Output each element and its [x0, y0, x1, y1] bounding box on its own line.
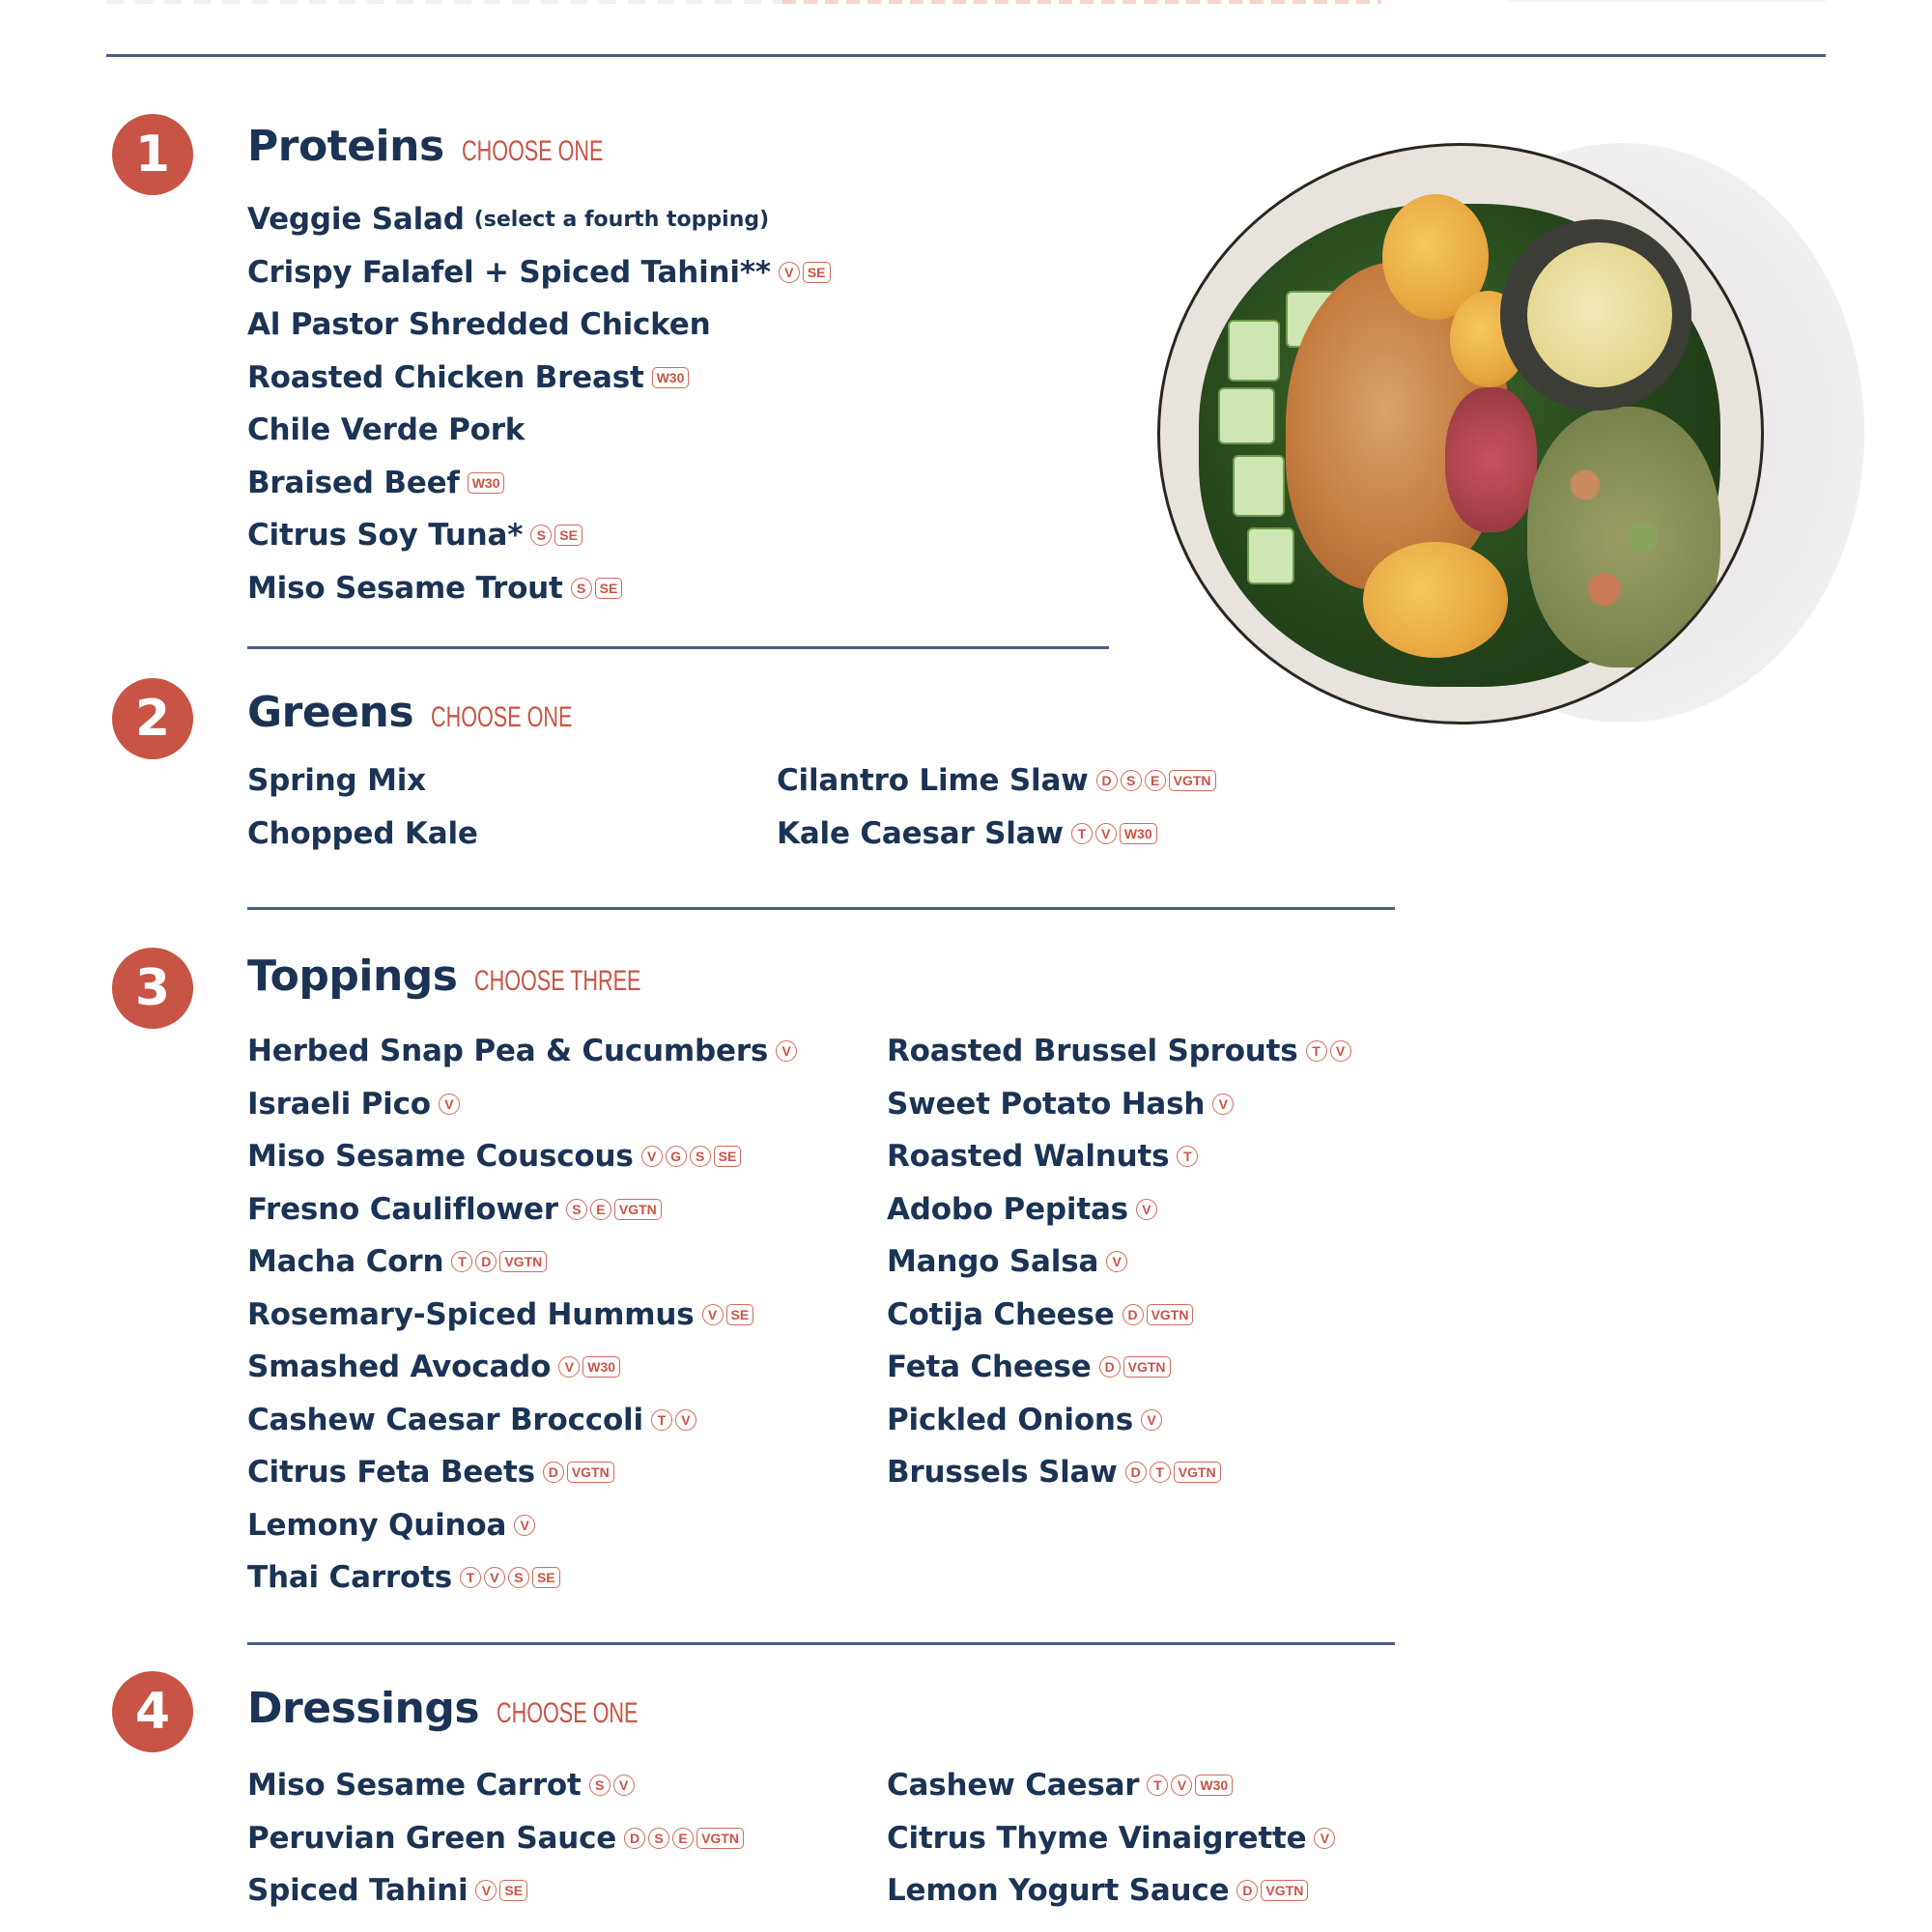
dietary-tag-vgtn-icon: VGTN	[614, 1199, 662, 1220]
menu-item	[247, 246, 831, 299]
menu-item	[247, 509, 831, 562]
dietary-tag-d-icon: D	[1096, 770, 1118, 791]
dietary-tags	[589, 1775, 635, 1796]
dietary-tag-se-icon: SE	[554, 525, 582, 546]
dietary-tag-s-icon: S	[571, 578, 592, 599]
dietary-tag-se-icon: SE	[726, 1304, 754, 1325]
dietary-tag-d-icon: D	[624, 1828, 645, 1849]
dietary-tag-d-icon: D	[1236, 1880, 1258, 1901]
dietary-tags	[475, 1880, 527, 1901]
menu-item	[247, 1025, 797, 1078]
dietary-tag-e-icon: E	[590, 1199, 611, 1220]
menu-item-name: Roasted Walnuts	[887, 1139, 1170, 1175]
menu-item	[887, 1812, 1335, 1865]
dietary-tags	[1096, 770, 1216, 791]
dietary-tag-t-icon: T	[1150, 1462, 1171, 1483]
menu-item-note: (select a fourth topping)	[473, 207, 770, 232]
dietary-tags	[779, 262, 831, 283]
menu-item	[247, 1759, 744, 1812]
menu-item	[247, 1183, 797, 1236]
cropped-header	[106, 0, 1826, 8]
dietary-tag-t-icon: T	[1071, 823, 1093, 844]
menu-item-name: Veggie Salad	[247, 202, 465, 238]
menu-item-name: Mango Salsa	[887, 1244, 1099, 1280]
menu-item	[247, 1499, 797, 1552]
menu-item-name: Herbed Snap Pea & Cucumbers	[247, 1034, 769, 1069]
menu-item-name: Rosemary-Spiced Hummus	[247, 1296, 695, 1332]
menu-item-name: Lemony Quinoa	[247, 1507, 507, 1543]
dietary-tag-v-icon: V	[1106, 1251, 1127, 1272]
menu-item-name: Cashew Caesar	[887, 1768, 1140, 1804]
menu-item-name: Miso Sesame Carrot	[247, 1768, 582, 1804]
menu-item	[247, 754, 478, 808]
section-divider	[247, 1642, 1395, 1645]
menu-item	[887, 1078, 1351, 1131]
dressings-list-left	[247, 1759, 744, 1918]
dietary-tag-t-icon: T	[1306, 1040, 1327, 1062]
menu-item	[887, 1341, 1351, 1394]
dietary-tag-s-icon: S	[648, 1828, 669, 1849]
menu-item-name: Crispy Falafel + Spiced Tahini**	[247, 254, 771, 290]
dietary-tag-w30-icon: W30	[1195, 1775, 1233, 1796]
menu-item	[247, 1551, 797, 1605]
menu-item	[887, 1236, 1351, 1289]
dietary-tag-s-icon: S	[690, 1146, 711, 1167]
dietary-tag-v-icon: V	[779, 262, 800, 283]
menu-item-name: Peruvian Green Sauce	[247, 1820, 617, 1856]
menu-item-name: Cilantro Lime Slaw	[777, 763, 1089, 799]
dietary-tags	[1314, 1828, 1335, 1849]
step-1-badge: 1	[112, 114, 193, 195]
menu-item	[887, 1025, 1351, 1078]
dietary-tags	[1177, 1146, 1198, 1167]
dietary-tag-vgtn-icon: VGTN	[1174, 1462, 1221, 1483]
menu-item	[887, 1759, 1335, 1812]
menu-item-name: Pickled Onions	[887, 1402, 1134, 1437]
dietary-tag-se-icon: SE	[499, 1880, 527, 1901]
menu-item	[247, 808, 478, 861]
menu-item-name: Cashew Caesar Broccoli	[247, 1402, 643, 1437]
menu-item-name: Macha Corn	[247, 1244, 444, 1280]
dietary-tag-v-icon: V	[613, 1775, 635, 1796]
menu-item-name: Israeli Pico	[247, 1086, 431, 1122]
dietary-tag-vgtn-icon: VGTN	[1261, 1880, 1308, 1901]
dietary-tag-v-icon: V	[1314, 1828, 1335, 1849]
cropped-header-title	[106, 0, 802, 4]
menu-item-name: Feta Cheese	[887, 1350, 1092, 1385]
dietary-tags	[1236, 1880, 1308, 1901]
section-instruction: CHOOSE ONE	[431, 701, 573, 733]
section-title: Greens	[247, 688, 414, 737]
dietary-tag-t-icon: T	[651, 1409, 672, 1431]
menu-item-name: Brussels Slaw	[887, 1455, 1118, 1491]
menu-item	[777, 808, 1216, 861]
dietary-tag-v-icon: V	[1171, 1775, 1192, 1796]
menu-item-name: Smashed Avocado	[247, 1350, 552, 1385]
section-divider	[247, 646, 1109, 649]
menu-item	[247, 404, 831, 457]
dietary-tags	[1071, 823, 1157, 844]
section-title: Dressings	[247, 1684, 480, 1733]
dietary-tag-w30-icon: W30	[582, 1356, 620, 1378]
section-instruction: CHOOSE ONE	[497, 1697, 639, 1729]
dietary-tags	[1147, 1775, 1233, 1796]
dietary-tags	[1125, 1462, 1221, 1483]
section-instruction: CHOOSE THREE	[474, 965, 641, 997]
salad-bowl-image	[1157, 143, 1764, 724]
section-proteins-header	[247, 122, 658, 171]
dietary-tag-s-icon: S	[1121, 770, 1142, 791]
dietary-tags	[624, 1828, 744, 1849]
dietary-tag-d-icon: D	[1125, 1462, 1147, 1483]
dietary-tag-v-icon: V	[1330, 1040, 1351, 1062]
dietary-tags	[1099, 1356, 1171, 1378]
dietary-tags	[652, 367, 690, 388]
dressings-list-right	[887, 1759, 1335, 1918]
section-instruction: CHOOSE ONE	[461, 135, 604, 167]
dietary-tag-e-icon: E	[672, 1828, 694, 1849]
menu-item-name: Citrus Thyme Vinaigrette	[887, 1820, 1307, 1856]
section-title: Toppings	[247, 952, 458, 1001]
dietary-tag-se-icon: SE	[595, 578, 623, 599]
menu-item-name: Roasted Chicken Breast	[247, 359, 644, 395]
menu-item-name: Kale Caesar Slaw	[777, 815, 1064, 851]
step-3-badge: 3	[112, 948, 193, 1029]
dietary-tags	[651, 1409, 696, 1431]
dietary-tag-v-icon: V	[484, 1567, 505, 1588]
dietary-tag-vgtn-icon: VGTN	[1123, 1356, 1171, 1378]
menu-item	[247, 298, 831, 352]
dietary-tag-se-icon: SE	[532, 1567, 560, 1588]
menu-item-name: Roasted Brussel Sprouts	[887, 1034, 1298, 1069]
dietary-tags	[641, 1146, 742, 1167]
menu-item	[247, 457, 831, 510]
dietary-tag-vgtn-icon: VGTN	[1169, 770, 1216, 791]
dietary-tag-v-icon: V	[1095, 823, 1117, 844]
dietary-tag-v-icon: V	[776, 1040, 797, 1062]
menu-item	[247, 1078, 797, 1131]
dietary-tags	[566, 1199, 662, 1220]
dietary-tag-w30-icon: W30	[1120, 823, 1157, 844]
dietary-tag-v-icon: V	[1212, 1094, 1234, 1115]
menu-item-name: Miso Sesame Trout	[247, 570, 563, 606]
dietary-tag-v-icon: V	[675, 1409, 696, 1431]
dietary-tag-vgtn-icon: VGTN	[567, 1462, 614, 1483]
dietary-tags	[571, 578, 623, 599]
dietary-tag-v-icon: V	[558, 1356, 580, 1378]
cropped-header-subtitle	[782, 0, 1381, 4]
menu-item	[247, 1394, 797, 1447]
dietary-tag-s-icon: S	[589, 1775, 611, 1796]
dietary-tag-g-icon: G	[666, 1146, 687, 1167]
menu-item	[777, 754, 1216, 808]
dietary-tag-d-icon: D	[1099, 1356, 1121, 1378]
dietary-tags	[1212, 1094, 1234, 1115]
menu-item-name: Thai Carrots	[247, 1560, 452, 1596]
menu-item	[887, 1864, 1335, 1918]
dietary-tags	[530, 525, 582, 546]
dietary-tag-vgtn-icon: VGTN	[499, 1251, 547, 1272]
dietary-tag-v-icon: V	[439, 1094, 460, 1115]
menu-item-name: Citrus Feta Beets	[247, 1455, 535, 1491]
cropped-header-right	[1507, 0, 1826, 2]
dietary-tags	[1306, 1040, 1351, 1062]
menu-item-name: Fresno Cauliflower	[247, 1191, 558, 1227]
section-dressings-header	[247, 1684, 693, 1733]
dietary-tag-e-icon: E	[1145, 770, 1166, 791]
menu-item	[247, 1236, 797, 1289]
menu-item	[247, 1341, 797, 1394]
toppings-list-left	[247, 1025, 797, 1605]
section-divider	[247, 907, 1395, 910]
dietary-tag-t-icon: T	[460, 1567, 481, 1588]
dietary-tag-d-icon: D	[543, 1462, 564, 1483]
section-title: Proteins	[247, 122, 444, 171]
section-toppings-header	[247, 952, 706, 1001]
dietary-tag-se-icon: SE	[803, 262, 831, 283]
dietary-tags	[1136, 1199, 1157, 1220]
menu-item	[247, 562, 831, 615]
dietary-tag-v-icon: V	[702, 1304, 724, 1325]
menu-item-name: Sweet Potato Hash	[887, 1086, 1206, 1122]
dietary-tags	[558, 1356, 620, 1378]
menu-item	[247, 1812, 744, 1865]
dietary-tag-t-icon: T	[1177, 1146, 1198, 1167]
dressing-sauce	[1527, 242, 1672, 387]
header-rule	[106, 54, 1826, 57]
dietary-tags	[514, 1515, 535, 1536]
menu-item-name: Cotija Cheese	[887, 1296, 1115, 1332]
dietary-tags	[1106, 1251, 1127, 1272]
dietary-tags	[439, 1094, 460, 1115]
menu-item	[887, 1289, 1351, 1342]
menu-item	[887, 1130, 1351, 1183]
dietary-tag-se-icon: SE	[714, 1146, 742, 1167]
menu-item-name: Al Pastor Shredded Chicken	[247, 307, 711, 343]
toppings-list-right	[887, 1025, 1351, 1499]
menu-item-name: Spiced Tahini	[247, 1873, 469, 1909]
dietary-tag-s-icon: S	[508, 1567, 529, 1588]
dietary-tag-v-icon: V	[475, 1880, 497, 1901]
dietary-tags	[1141, 1409, 1162, 1431]
menu-item	[887, 1394, 1351, 1447]
dietary-tags	[543, 1462, 614, 1483]
menu-item	[247, 1864, 744, 1918]
step-2-badge: 2	[112, 678, 193, 759]
dietary-tag-t-icon: T	[1147, 1775, 1168, 1796]
greens-list-right	[777, 754, 1216, 860]
dietary-tag-vgtn-icon: VGTN	[1147, 1304, 1194, 1325]
dietary-tags	[1122, 1304, 1194, 1325]
dietary-tags	[460, 1567, 560, 1588]
menu-item-name: Chile Verde Pork	[247, 412, 526, 448]
dietary-tag-d-icon: D	[1122, 1304, 1144, 1325]
dietary-tag-vgtn-icon: VGTN	[696, 1828, 744, 1849]
menu-item	[247, 352, 831, 405]
dietary-tag-d-icon: D	[475, 1251, 497, 1272]
dietary-tags	[776, 1040, 797, 1062]
dietary-tag-v-icon: V	[641, 1146, 663, 1167]
menu-item-name: Braised Beef	[247, 465, 460, 500]
dietary-tag-v-icon: V	[1141, 1409, 1162, 1431]
proteins-list	[247, 193, 831, 614]
section-greens-header	[247, 688, 627, 737]
dietary-tags	[468, 472, 505, 494]
dietary-tag-s-icon: S	[530, 525, 552, 546]
menu-item-name: Miso Sesame Couscous	[247, 1139, 634, 1175]
dietary-tag-t-icon: T	[451, 1251, 472, 1272]
menu-item	[887, 1446, 1351, 1499]
menu-item	[247, 1289, 797, 1342]
step-4-badge: 4	[112, 1671, 193, 1752]
menu-item	[247, 1446, 797, 1499]
menu-item	[247, 1130, 797, 1183]
menu-item-name: Citrus Soy Tuna*	[247, 518, 524, 554]
greens-list-left	[247, 754, 478, 860]
dietary-tag-v-icon: V	[514, 1515, 535, 1536]
menu-item-name: Lemon Yogurt Sauce	[887, 1873, 1230, 1909]
dietary-tag-s-icon: S	[566, 1199, 587, 1220]
dietary-tags	[702, 1304, 754, 1325]
menu-item-name: Chopped Kale	[247, 815, 478, 851]
dietary-tag-w30-icon: W30	[652, 367, 690, 388]
dietary-tags	[451, 1251, 547, 1272]
dietary-tag-w30-icon: W30	[468, 472, 505, 494]
menu-item-name: Adobo Pepitas	[887, 1191, 1128, 1227]
menu-item	[247, 193, 831, 246]
menu-item	[887, 1183, 1351, 1236]
dietary-tag-v-icon: V	[1136, 1199, 1157, 1220]
menu-item-name: Spring Mix	[247, 763, 426, 799]
